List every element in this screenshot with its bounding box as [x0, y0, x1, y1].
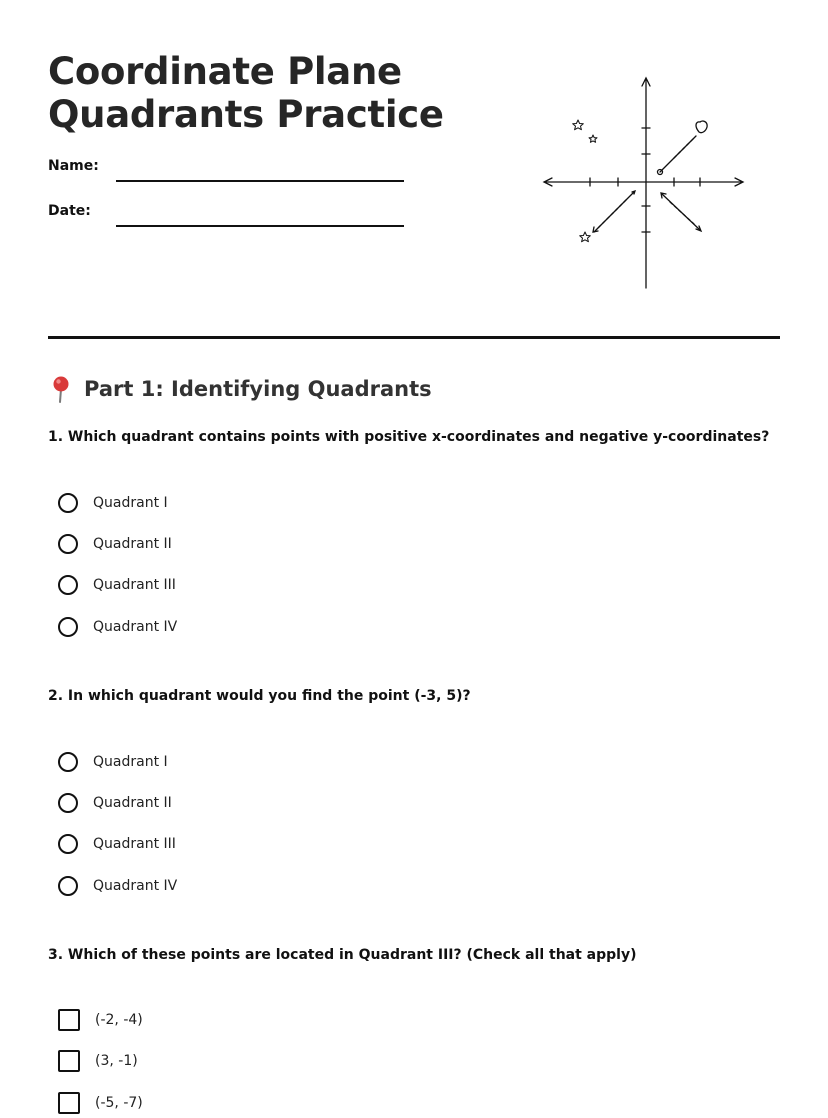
checkbox[interactable]	[58, 1009, 80, 1031]
option-label: Quadrant IV	[93, 878, 178, 894]
star-icon	[573, 120, 584, 130]
q2-option-3[interactable]	[58, 832, 176, 856]
name-label: Name:	[48, 158, 99, 174]
coordinate-plane-illustration	[536, 66, 758, 296]
q2-option-1[interactable]	[58, 750, 168, 774]
q1-option-1[interactable]	[58, 491, 168, 515]
date-line-input[interactable]	[116, 225, 404, 227]
option-label: (-2, -4)	[95, 1012, 143, 1028]
radio-button[interactable]	[58, 617, 78, 637]
q1-option-2[interactable]	[58, 532, 172, 556]
name-line-input[interactable]	[116, 180, 404, 182]
radio-button[interactable]	[58, 752, 78, 772]
q2-option-2[interactable]	[58, 791, 172, 815]
radio-button[interactable]	[58, 493, 78, 513]
question-2: 2. In which quadrant would you find the point (-3, 5)?	[48, 688, 471, 704]
name-field	[48, 158, 408, 182]
checkbox[interactable]	[58, 1092, 80, 1114]
radio-button[interactable]	[58, 793, 78, 813]
option-label: (-5, -7)	[95, 1095, 143, 1111]
option-label: Quadrant I	[93, 495, 168, 511]
option-label: Quadrant IV	[93, 619, 178, 635]
option-label: Quadrant II	[93, 795, 172, 811]
section-divider	[48, 336, 780, 339]
option-label: (3, -1)	[95, 1053, 138, 1069]
section-heading-part1	[48, 375, 432, 403]
option-label: Quadrant III	[93, 836, 176, 852]
radio-button[interactable]	[58, 834, 78, 854]
star-icon	[580, 232, 591, 242]
radio-button[interactable]	[58, 534, 78, 554]
q3-option-2[interactable]	[58, 1049, 138, 1073]
star-icon	[589, 135, 597, 142]
q3-option-3[interactable]	[58, 1091, 143, 1115]
axis-ticks	[590, 128, 700, 232]
radio-button[interactable]	[58, 876, 78, 896]
heart-icon	[696, 121, 707, 133]
date-field	[48, 203, 408, 227]
page-title: Coordinate Plane Quadrants Practice	[48, 50, 444, 136]
question-1: 1. Which quadrant contains points with positive x-coordinates and negative y-coordinates?	[48, 429, 770, 445]
option-label: Quadrant I	[93, 754, 168, 770]
section-heading-text: Part 1: Identifying Quadrants	[84, 377, 432, 401]
date-label: Date:	[48, 203, 91, 219]
q2-option-4[interactable]	[58, 874, 177, 898]
pushpin-icon	[48, 375, 74, 403]
q1-option-3[interactable]	[58, 573, 176, 597]
radio-button[interactable]	[58, 575, 78, 595]
q1-option-4[interactable]	[58, 615, 177, 639]
option-label: Quadrant II	[93, 536, 172, 552]
option-label: Quadrant III	[93, 577, 176, 593]
question-3: 3. Which of these points are located in Quadrant III? (Check all that apply)	[48, 947, 637, 963]
checkbox[interactable]	[58, 1050, 80, 1072]
q3-option-1[interactable]	[58, 1008, 143, 1032]
